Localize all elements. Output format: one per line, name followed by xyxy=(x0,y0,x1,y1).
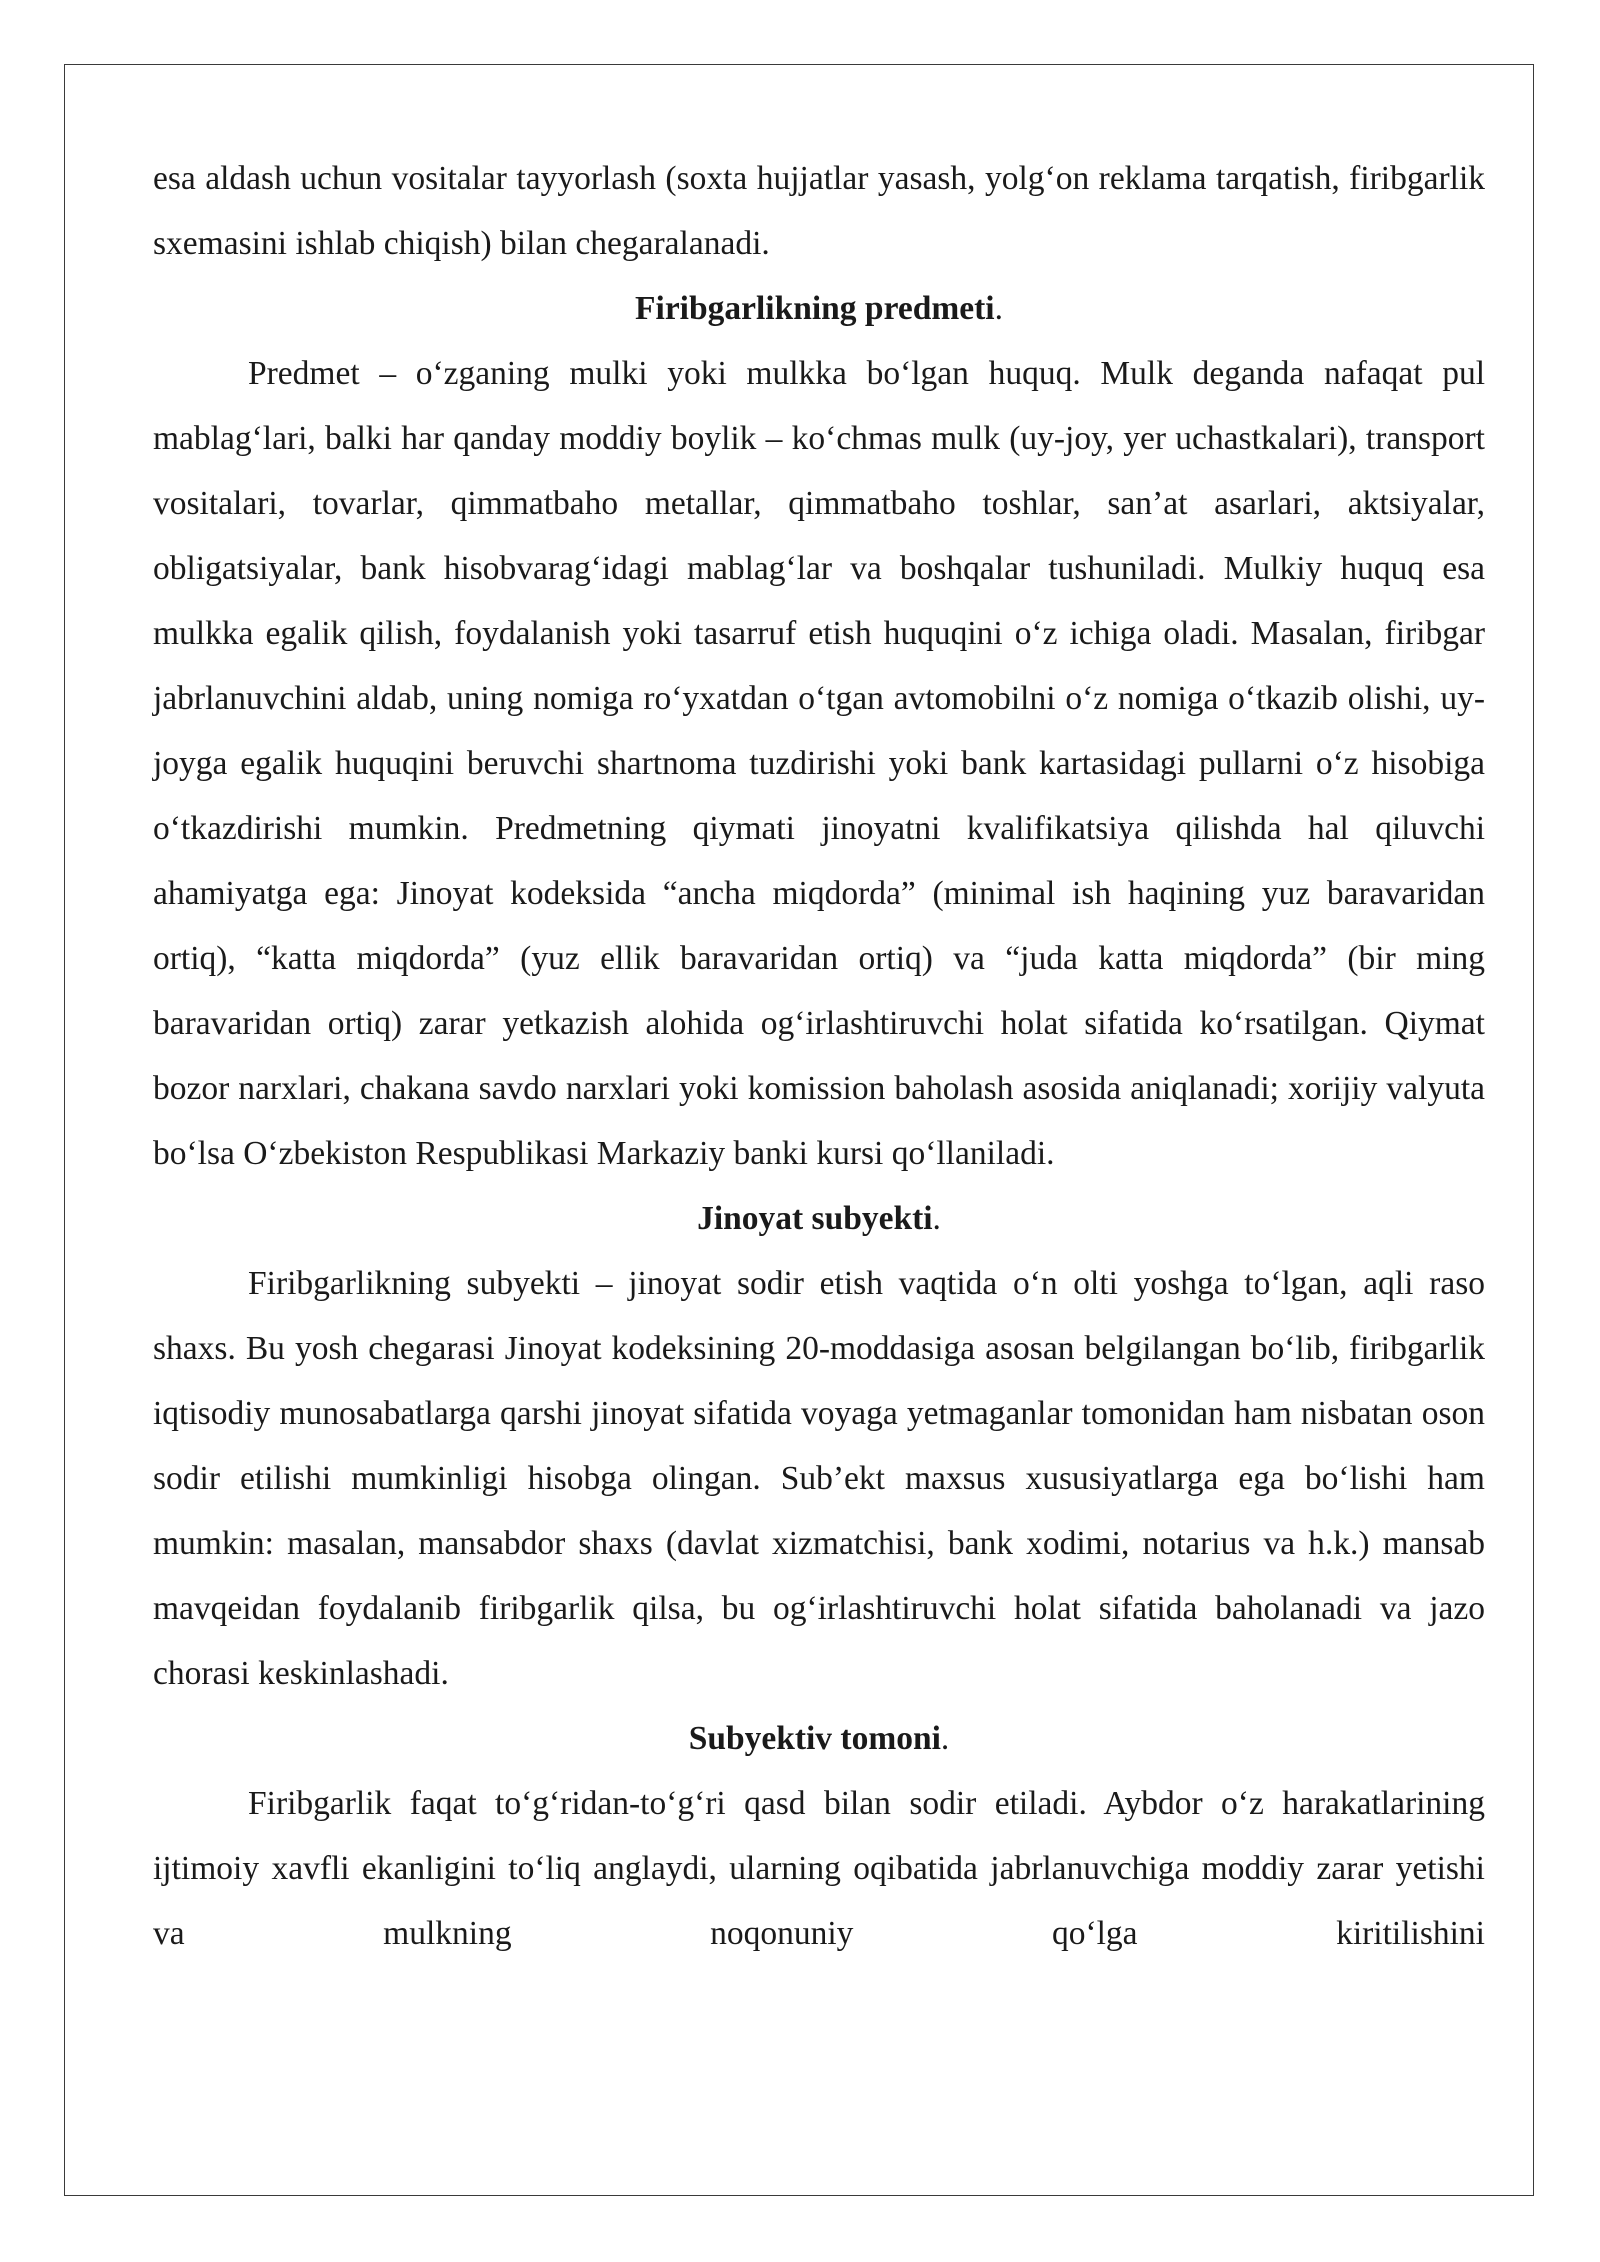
paragraph-predmet: Predmet – o‘zganing mulki yoki mulkka bo‘lgan huquq. Mulk deganda nafaqat pul mablag‘lari, balki har qanday moddiy boylik – ko‘chmas mulk (uy-joy, yer uchastkalari), transport vositalari, tovarlar, qimmatbaho metallar, qimmatbaho toshlar, san’at asarlari, aktsiyalar, obligatsiyalar, bank hisobvarag‘idagi mablag‘lar va boshqalar tushuniladi. Mulkiy huquq esa mulkka egalik qilish, foydalanish yoki tasarruf etish huquqini o‘z ichiga oladi. Masalan, firibgar jabrlanuvchini aldab, uning nomiga ro‘yxatdan o‘tgan avtomobilni o‘z nomiga o‘tkazib olishi, uy-joyga egalik huquqini beruvchi shartnoma tuzdirishi yoki bank kartasidagi pullarni o‘z hisobiga o‘tkazdirishi mumkin. Predmetning qiymati jinoyatni kvalifikatsiya qilishda hal qiluvchi ahamiyatga ega: Jinoyat kodeksida “ancha miqdorda” (minimal ish haqining yuz baravaridan ortiq), “katta miqdorda” (yuz ellik baravaridan ortiq) va “juda katta miqdorda” (bir ming baravaridan ortiq) zarar yetkazish alohida og‘irlashtiruvchi holat sifatida ko‘rsatilgan. Qiymat bozor narxlari, chakana savdo narxlari yoki komission baholash asosida aniqlanadi; xorijiy valyuta bo‘lsa O‘zbekiston Respublikasi Markaziy banki kursi qo‘llaniladi. xyxy=(153,355,1485,1172)
heading-predmet-period: . xyxy=(994,290,1003,327)
heading-predmet-text: Firibgarlikning predmeti xyxy=(635,290,995,327)
heading-subyekt-period: . xyxy=(932,1200,941,1237)
paragraph-subyektiv-tomoni: Firibgarlik faqat to‘g‘ridan-to‘g‘ri qasd bilan sodir etiladi. Aybdor o‘z harakatlarining ijtimoiy xavfli ekanligini to‘liq anglaydi, ularning oqibatida jabrlanuvchiga moddiy zarar yetishi va mulkning noqonuniy qo‘lga kiritilishini xyxy=(153,1785,1485,1952)
heading-subyektiv-tomoni-text: Subyektiv tomoni xyxy=(688,1720,941,1757)
document-body xyxy=(153,146,1485,1966)
paragraph-subyekt: Firibgarlikning subyekti – jinoyat sodir etish vaqtida o‘n olti yoshga to‘lgan, aqli raso shaxs. Bu yosh chegarasi Jinoyat kodeksining 20-moddasiga asosan belgilangan bo‘lib, firibgarlik iqtisodiy munosabatlarga qarshi jinoyat sifatida voyaga yetmaganlar tomonidan ham nisbatan oson sodir etilishi mumkinligi hisobga olingan. Sub’ekt maxsus xususiyatlarga ega bo‘lishi ham mumkin: masalan, mansabdor shaxs (davlat xizmatchisi, bank xodimi, notarius va h.k.) mansab mavqeidan foydalanib firibgarlik qilsa, bu og‘irlashtiruvchi holat sifatida baholanadi va jazo chorasi keskinlashadi. xyxy=(153,1265,1485,1692)
paragraph-intro-continuation: esa aldash uchun vositalar tayyorlash (soxta hujjatlar yasash, yolg‘on reklama tarqatish, firibgarlik sxemasini ishlab chiqish) bilan chegaralanadi. xyxy=(153,160,1485,262)
heading-subyekt-text: Jinoyat subyekti xyxy=(697,1200,933,1237)
heading-predmet xyxy=(153,276,1485,341)
heading-subyektiv-tomoni-period: . xyxy=(940,1720,950,1757)
heading-subyekt xyxy=(153,1186,1485,1251)
heading-subyektiv-tomoni xyxy=(153,1706,1485,1771)
